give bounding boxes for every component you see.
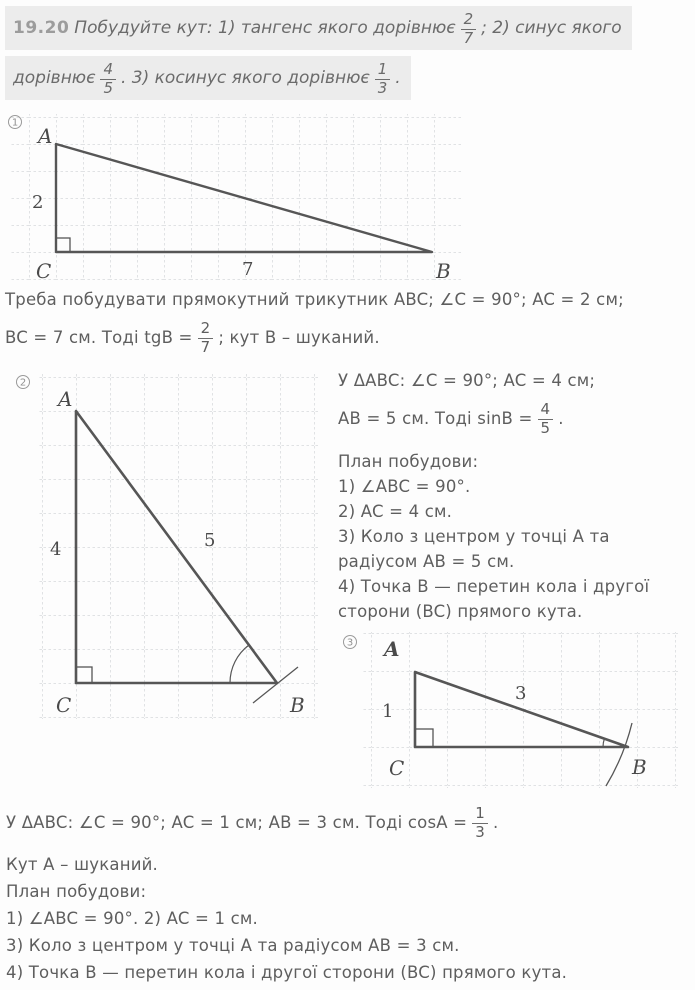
plan-step-4: 4) Точка B — перетин кола і другої сторони (BC) прямого кута. (6, 963, 568, 982)
grid-paper (10, 114, 461, 281)
vertex-label-b: B (632, 755, 647, 779)
problem-statement-line-2 (5, 56, 411, 100)
problem-statement-line-1 (5, 6, 632, 50)
vertex-label-a: A (384, 637, 400, 661)
solution-1-line-2-post: ; кут B – шуканий. (218, 327, 380, 347)
figure-number: 1 (11, 117, 19, 129)
problem-text-2: ; 2) синус якого (481, 18, 622, 38)
fraction-1-3: $\frac{1}{3}$ (375, 61, 391, 97)
solution-2-line-1: У ΔABC: ∠C = 90°; AC = 4 см; (338, 371, 596, 390)
diagram-2-sine-construction (12, 368, 324, 722)
solution-3-line-1-post: . (492, 812, 499, 832)
fraction-4-5-solution: $\frac{4}{5}$ (538, 401, 554, 437)
vertex-label-b: B (436, 259, 451, 283)
plan-step-2: 2) AC = 4 см. (338, 502, 453, 521)
fraction-1-3-solution: $\frac{1}{3}$ (472, 805, 488, 841)
vertex-label-c: C (36, 259, 52, 283)
plan-step-1: 1) ∠ABC = 90°. (338, 477, 471, 496)
diagram-1-tangent-construction (8, 112, 463, 286)
solution-3-text (6, 798, 692, 986)
vertex-label-c: C (56, 693, 72, 717)
solution-2-line-2-pre: AB = 5 см. Тоді sinB = (338, 408, 533, 428)
solution-3-line-2: Кут A – шуканий. (6, 855, 158, 874)
solution-2-line-2-post: . (558, 408, 564, 428)
plan-step-4: 4) Точка B — перетин кола і другої сторони (BC) прямого кута. (338, 577, 650, 621)
vertex-label-a: A (58, 387, 73, 411)
solution-1-line-2 (5, 313, 693, 361)
solution-1-line-1: Треба побудувати прямокутний трикутник ABC; ∠C = 90°; AC = 2 см; (5, 290, 624, 309)
solution-2-line-2 (338, 393, 672, 443)
leg-length-label: 2 (32, 192, 44, 213)
fraction-2-7: $\frac{2}{7}$ (461, 11, 477, 47)
problem-text-4: . 3) косинус якого дорівнює (121, 68, 370, 88)
hypotenuse-length-label: 5 (204, 530, 216, 551)
leg-length-label: 4 (50, 539, 62, 560)
vertex-label-c: C (389, 756, 405, 780)
solution-3-line-1-pre: У ΔABC: ∠C = 90°; AC = 1 см; AB = 3 см. Тоді cosA = (6, 812, 468, 832)
plan-step-1-2: 1) ∠ABC = 90°. 2) AC = 1 см. (6, 909, 258, 928)
vertex-label-b: B (290, 693, 305, 717)
plan-step-3: 3) Коло з центром у точці A та радіусом AB = 3 см. (6, 936, 460, 955)
solution-3-line-1 (6, 798, 692, 846)
figure-number: 2 (19, 377, 27, 389)
problem-text-1: Побудуйте кут: 1) тангенс якого дорівнює (74, 18, 456, 38)
problem-text-5: . (395, 68, 401, 88)
problem-number: 19.20 (13, 18, 70, 38)
plan-step-3: 3) Коло з центром у точці A та радіусом AB = 5 см. (338, 527, 610, 571)
solution-1-line-2-pre: BC = 7 см. Тоді tgB = (5, 327, 193, 347)
plan-title: План побудови: (6, 882, 147, 901)
plan-title: План побудови: (338, 452, 479, 471)
problem-text-3: дорівнює (13, 68, 96, 88)
figure-number: 3 (346, 637, 354, 649)
vertex-label-a: A (38, 124, 53, 148)
solution-2-text (338, 371, 672, 624)
solution-1-text (5, 289, 693, 361)
diagram-3-cosine-construction (336, 630, 694, 802)
leg-length-label: 1 (382, 701, 394, 722)
fraction-4-5: $\frac{4}{5}$ (100, 61, 116, 97)
fraction-2-7-solution: $\frac{2}{7}$ (198, 320, 214, 356)
base-length-label: 7 (242, 259, 254, 280)
hypotenuse-length-label: 3 (515, 683, 527, 704)
